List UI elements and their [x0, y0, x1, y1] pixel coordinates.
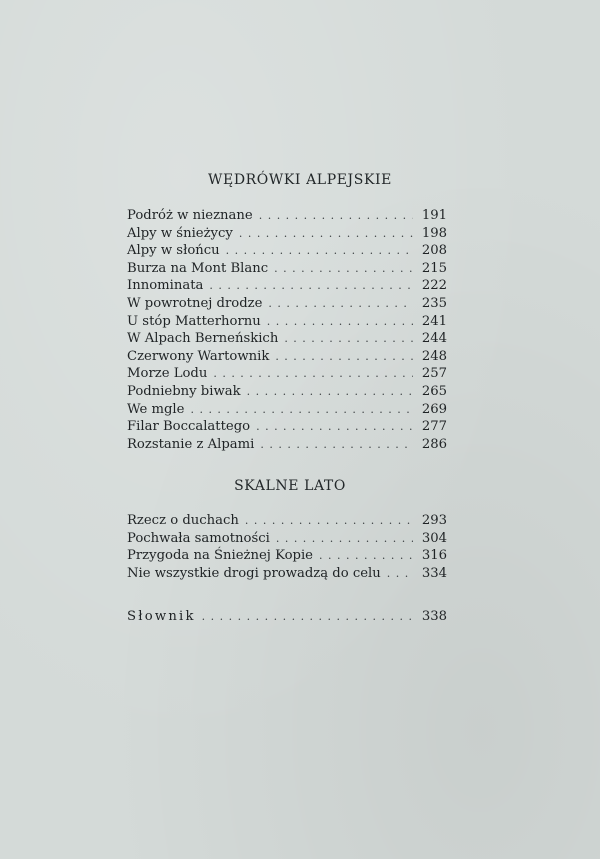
toc-entry-title: W Alpach Berneńskich [127, 331, 279, 347]
toc-entry [127, 313, 447, 331]
toc-entry-page: 235 [421, 295, 447, 311]
toc-entry-page: 293 [421, 513, 447, 528]
dot-leader [274, 260, 413, 278]
toc-entry-title: Filar Boccalattego [127, 419, 251, 435]
toc-entry-page: 338 [421, 609, 447, 624]
toc-entry-page: 257 [421, 366, 447, 382]
section-title-skalne-lato: SKALNE LATO [234, 478, 346, 494]
toc-entry [127, 330, 447, 348]
toc-entry-title: Słownik [127, 609, 196, 624]
toc-entry [127, 383, 447, 401]
toc-entry-page: 269 [421, 401, 447, 417]
section-title-wedrowki-alpejskie: WĘDRÓWKI ALPEJSKIE [208, 172, 392, 188]
toc-entry-page: 222 [421, 278, 447, 294]
dot-leader [260, 436, 413, 454]
toc-entry [127, 225, 447, 243]
dot-leader [213, 365, 413, 383]
dot-leader [239, 225, 413, 243]
dot-leader [256, 418, 413, 436]
toc-entry [127, 242, 447, 260]
toc-entry-page: 244 [421, 331, 447, 347]
toc-entry-page: 334 [421, 565, 447, 581]
toc-entry-title: Alpy w śnieżycy [127, 225, 233, 241]
toc-entry-page: 277 [421, 419, 447, 435]
dot-leader [247, 383, 413, 401]
toc-entry [127, 348, 447, 366]
toc-entry-title: Rzecz o duchach [127, 513, 239, 528]
toc-entry-title: Przygoda na Śnieżnej Kopie [127, 548, 313, 564]
toc-entry-title: Czerwony Wartownik [127, 348, 270, 364]
toc-list-skalne-lato [127, 512, 447, 582]
toc-entry-title: U stóp Matterhornu [127, 313, 261, 329]
dot-leader [259, 207, 413, 225]
toc-entry [127, 295, 447, 313]
toc-entry [127, 365, 447, 383]
toc-entry-page: 241 [421, 313, 447, 329]
toc-entry [127, 401, 447, 419]
dot-leader [209, 277, 413, 295]
dot-leader [245, 512, 413, 530]
dot-leader [190, 401, 413, 419]
toc-entry-glossary [127, 608, 447, 626]
toc-entry [127, 436, 447, 454]
dot-leader [275, 348, 413, 366]
toc-entry-title: Pochwała samotności [127, 530, 270, 546]
toc-entry [127, 530, 447, 548]
toc-entry-title: Morze Lodu [127, 366, 208, 382]
toc-entry-page: 208 [421, 243, 447, 259]
toc-entry [127, 565, 447, 583]
toc-entry [127, 418, 447, 436]
toc-entry-page: 316 [421, 548, 447, 564]
toc-entry-page: 304 [421, 530, 447, 546]
toc-entry-title: Podróż w nieznane [127, 208, 253, 223]
dot-leader [319, 547, 413, 565]
toc-entry-title: Podniebny biwak [127, 383, 241, 399]
dot-leader [268, 295, 413, 313]
toc-list-wedrowki-alpejskie [127, 207, 447, 453]
dot-leader [267, 313, 413, 331]
toc-entry-page: 265 [421, 383, 447, 399]
toc-entry-page: 215 [421, 260, 447, 276]
toc-entry [127, 547, 447, 565]
toc-entry-page: 286 [421, 436, 447, 452]
toc-entry-title: We mgle [127, 401, 185, 417]
toc-entry-page: 248 [421, 348, 447, 364]
dot-leader [226, 242, 413, 260]
toc-entry [127, 260, 447, 278]
dot-leader [284, 330, 413, 348]
toc-entry-title: W powrotnej drodze [127, 295, 263, 311]
toc-entry-title: Nie wszystkie drogi prowadzą do celu [127, 565, 381, 581]
toc-entry-title: Innominata [127, 278, 204, 294]
toc-entry [127, 512, 447, 530]
dot-leader [276, 530, 413, 548]
dot-leader [202, 608, 413, 626]
toc-entry-title: Alpy w słońcu [127, 243, 220, 259]
toc-entry-page: 198 [421, 225, 447, 241]
toc-entry [127, 277, 447, 295]
dot-leader [387, 565, 413, 583]
toc-entry-title: Rozstanie z Alpami [127, 436, 255, 452]
toc-entry-title: Burza na Mont Blanc [127, 260, 269, 276]
toc-list-glossary [127, 608, 447, 626]
toc-entry-page: 191 [421, 208, 447, 223]
toc-entry [127, 207, 447, 225]
